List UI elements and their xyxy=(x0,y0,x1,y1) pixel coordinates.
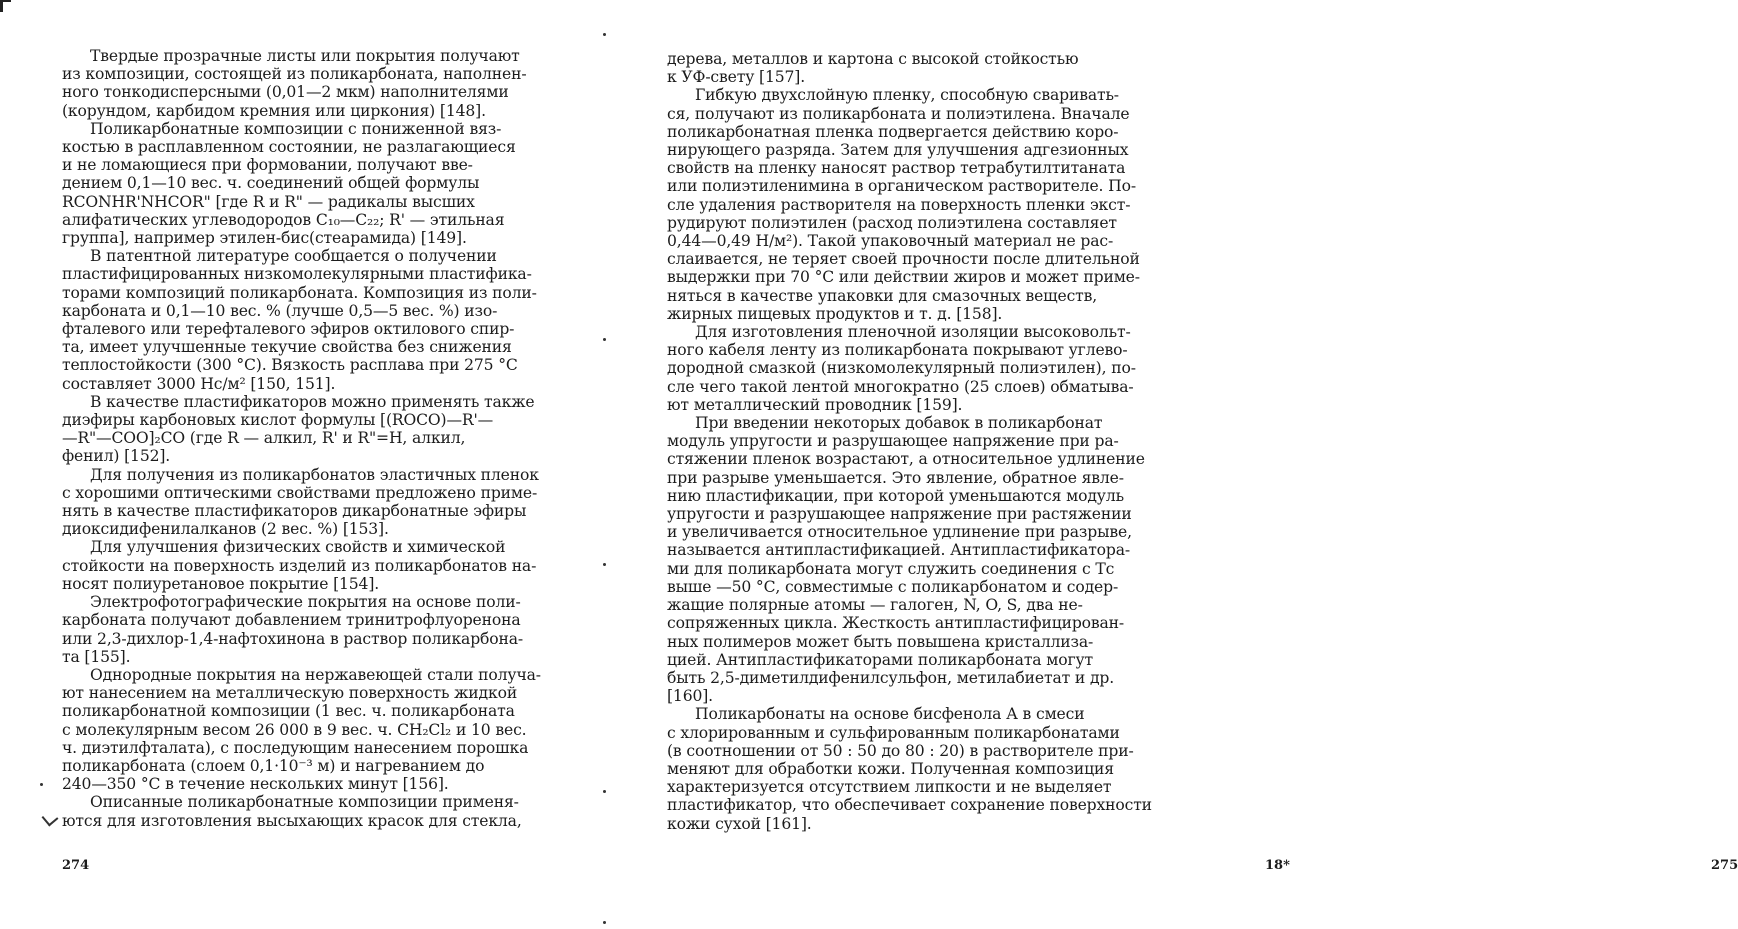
paragraph xyxy=(62,538,545,593)
text-line: ного тонкодисперсными (0,01—2 мкм) наполнителями xyxy=(62,83,509,102)
text-line: сле удаления растворителя на поверхность пленки экст- xyxy=(667,195,1131,214)
text-line: нять в качестве пластификаторов дикарбонатные эфиры xyxy=(62,502,527,521)
text-line: быть 2,5-диметилдифенилсульфон, метилабиетат и др. xyxy=(667,668,1115,687)
text-line: ного кабеля ленту из поликарбоната покрывают углево- xyxy=(667,341,1128,360)
text-line: та [155]. xyxy=(62,647,131,666)
scan-speck xyxy=(603,790,606,793)
margin-check-mark xyxy=(42,810,59,827)
text-line: фталевого или терефталевого эфиров октилового спир- xyxy=(62,320,515,339)
text-line: (в соотношении от 50 : 50 до 80 : 20) в растворителе при- xyxy=(667,741,1134,760)
text-line: Описанные поликарбонатные композиции применя- xyxy=(90,793,519,812)
text-line: или 2,3-дихлор-1,4-нафтохинона в раствор поликарбона- xyxy=(62,629,524,648)
paragraph xyxy=(62,466,545,539)
text-line: выше —50 °С, совместимые с поликарбонатом и содер- xyxy=(667,577,1119,596)
text-line: характеризуется отсутствием липкости и не выделяет xyxy=(667,778,1112,797)
text-line: с хлорированным и сульфированным поликарбонатами xyxy=(667,723,1120,742)
text-line: алифатических углеводородов C₁₀—C₂₂; R' — этильная xyxy=(62,210,505,229)
text-line: RCONHR'NHCOR" [где R и R" — радикалы высших xyxy=(62,192,475,211)
paragraph xyxy=(62,393,545,466)
text-line: при разрыве уменьшается. Это явление, обратное явле- xyxy=(667,468,1124,487)
text-line: Поликарбонатные композиции с пониженной вяз- xyxy=(90,119,502,138)
text-line: диоксидифенилалканов (2 вес. %) [153]. xyxy=(62,520,389,539)
paragraph xyxy=(62,793,545,829)
text-line: слаивается, не теряет своей прочности после длительной xyxy=(667,250,1140,269)
text-line: При введении некоторых добавок в поликарбонат xyxy=(695,414,1103,433)
text-line: свойств на пленку наносят раствор тетрабутилтитаната xyxy=(667,159,1126,178)
text-line: Для изготовления пленочной изоляции высоковольт- xyxy=(695,323,1131,342)
text-line: костью в расплавленном состоянии, не разлагающиеся xyxy=(62,138,516,157)
text-line: ч. диэтилфталата), с последующим нанесением порошка xyxy=(62,738,529,757)
paragraph xyxy=(62,120,545,247)
text-line: группа], например этилен-бис(стеарамида) [149]. xyxy=(62,229,467,248)
paragraph xyxy=(62,47,545,120)
text-line: жащие полярные атомы — галоген, N, O, S, два не- xyxy=(667,596,1083,615)
paragraph xyxy=(667,86,1140,323)
scan-speck xyxy=(603,33,606,36)
text-line: сле чего такой лентой многократно (25 слоев) обматыва- xyxy=(667,377,1134,396)
text-line: ми для поликарбоната могут служить соединения с Tс xyxy=(667,559,1115,578)
text-line: Однородные покрытия на нержавеющей стали получа- xyxy=(90,665,541,684)
paragraph xyxy=(62,247,545,393)
scan-speck xyxy=(603,563,606,566)
text-line: стяжении пленок возрастают, а относительное удлинение xyxy=(667,450,1145,469)
text-line: и не ломающиеся при формовании, получают вве- xyxy=(62,156,473,175)
text-line: —R"—COO]₂CO (где R — алкил, R' и R"=H, алкил, xyxy=(62,429,466,448)
text-line: называется антипластификацией. Антипластификатора- xyxy=(667,541,1131,560)
page-number-right: 275 xyxy=(1711,858,1738,873)
text-line: поликарбонатная пленка подвергается действию коро- xyxy=(667,122,1119,141)
paragraph xyxy=(667,50,1137,86)
page-number-left: 274 xyxy=(62,858,90,873)
right-page xyxy=(600,0,1738,929)
text-line: [160]. xyxy=(667,687,713,706)
text-line: ются для изготовления высыхающих красок для стекла, xyxy=(62,811,522,830)
text-line: составляет 3000 Нс/м² [150, 151]. xyxy=(62,374,336,393)
text-line: из композиции, состоящей из поликарбоната, наполнен- xyxy=(62,65,527,84)
scan-speck xyxy=(40,783,43,786)
text-line: Поликарбонаты на основе бисфенола А в смеси xyxy=(695,705,1085,724)
text-line: В патентной литературе сообщается о получении xyxy=(90,247,497,266)
text-line: жирных пищевых продуктов и т. д. [158]. xyxy=(667,304,1003,323)
text-line: Для получения из поликарбонатов эластичных пленок xyxy=(90,465,539,484)
text-line: поликарбоната (слоем 0,1·10⁻³ м) и нагреванием до xyxy=(62,756,485,775)
text-line: дением 0,1—10 вес. ч. соединений общей формулы xyxy=(62,174,480,193)
text-line: с молекулярным весом 26 000 в 9 вес. ч. CH₂Cl₂ и 10 вес. xyxy=(62,720,527,739)
text-line: цией. Антипластификаторами поликарбоната могут xyxy=(667,650,1093,669)
scan-speck xyxy=(603,921,606,924)
text-line: карбоната получают добавлением тринитрофлуоренона xyxy=(62,611,521,630)
text-line: упругости и разрушающее напряжение при растяжении xyxy=(667,505,1132,524)
text-line: и увеличивается относительное удлинение при разрыве, xyxy=(667,523,1132,542)
paragraph xyxy=(62,666,545,793)
text-line: дородной смазкой (низкомолекулярный полиэтилен), по- xyxy=(667,359,1136,378)
scan-speck xyxy=(603,338,606,341)
text-line: пластифицированных низкомолекулярными пластифика- xyxy=(62,265,532,284)
left-page xyxy=(0,0,600,929)
text-line: модуль упругости и разрушающее напряжение при ра- xyxy=(667,432,1119,451)
text-line: ных полимеров может быть повышена кристаллиза- xyxy=(667,632,1094,651)
text-line: Твердые прозрачные листы или покрытия получают xyxy=(90,47,520,65)
text-line: носят полиуретановое покрытие [154]. xyxy=(62,574,380,593)
paragraph xyxy=(667,705,1152,833)
text-line: ют нанесением на металлическую поверхность жидкой xyxy=(62,684,518,703)
signature-mark: 18* xyxy=(1265,858,1290,873)
text-line: выдержки при 70 °С или действии жиров и может приме- xyxy=(667,268,1140,287)
text-line: ся, получают из поликарбоната и полиэтилена. Вначале xyxy=(667,104,1130,123)
text-line: сопряженных цикла. Жесткость антипластифицирован- xyxy=(667,614,1125,633)
text-line: 240—350 °С в течение нескольких минут [156]. xyxy=(62,775,449,794)
text-line: та, имеет улучшенные текучие свойства без снижения xyxy=(62,338,512,357)
text-line: поликарбонатной композиции (1 вес. ч. поликарбоната xyxy=(62,702,515,721)
text-line: няться в качестве упаковки для смазочных веществ, xyxy=(667,286,1098,305)
text-line: Электрофотографические покрытия на основе поли- xyxy=(90,593,521,612)
text-line: дерева, металлов и картона с высокой стойкостью xyxy=(667,50,1079,68)
text-line: кожи сухой [161]. xyxy=(667,814,812,833)
paragraph xyxy=(667,414,1145,706)
text-line: с хорошими оптическими свойствами предложено приме- xyxy=(62,483,538,502)
text-line: ют металлический проводник [159]. xyxy=(667,395,963,414)
text-line: стойкости на поверхность изделий из поликарбонатов на- xyxy=(62,556,537,575)
text-line: меняют для обработки кожи. Полученная композиция xyxy=(667,759,1114,778)
text-line: фенил) [152]. xyxy=(62,447,171,466)
text-line: теплостойкости (300 °С). Вязкость расплава при 275 °С xyxy=(62,356,518,375)
text-line: торами композиций поликарбоната. Композиция из поли- xyxy=(62,283,537,302)
text-line: к УФ-свету [157]. xyxy=(667,68,806,87)
text-line: (корундом, карбидом кремния или циркония) [148]. xyxy=(62,101,486,120)
text-line: Гибкую двухслойную пленку, способную сваривать- xyxy=(695,86,1119,105)
left-page-text-column xyxy=(62,47,545,830)
text-line: рудируют полиэтилен (расход полиэтилена составляет xyxy=(667,213,1117,232)
text-line: 0,44—0,49 Н/м²). Такой упаковочный материал не рас- xyxy=(667,232,1114,251)
text-line: нирующего разряда. Затем для улучшения адгезионных xyxy=(667,141,1129,160)
text-line: В качестве пластификаторов можно применять также xyxy=(90,392,535,411)
text-line: нию пластификации, при которой уменьшаются модуль xyxy=(667,486,1124,505)
text-line: диэфиры карбоновых кислот формулы [(ROCO)—R'— xyxy=(62,411,494,430)
right-page-text-column xyxy=(667,50,1152,833)
text-line: пластификатор, что обеспечивает сохранение поверхности xyxy=(667,796,1152,815)
text-line: карбоната и 0,1—10 вес. % (лучше 0,5—5 вес. %) изо- xyxy=(62,301,498,320)
paragraph xyxy=(62,593,545,666)
text-line: Для улучшения физических свойств и химической xyxy=(90,538,506,557)
text-line: или полиэтиленимина в органическом растворителе. По- xyxy=(667,177,1136,196)
paragraph xyxy=(667,323,1137,414)
